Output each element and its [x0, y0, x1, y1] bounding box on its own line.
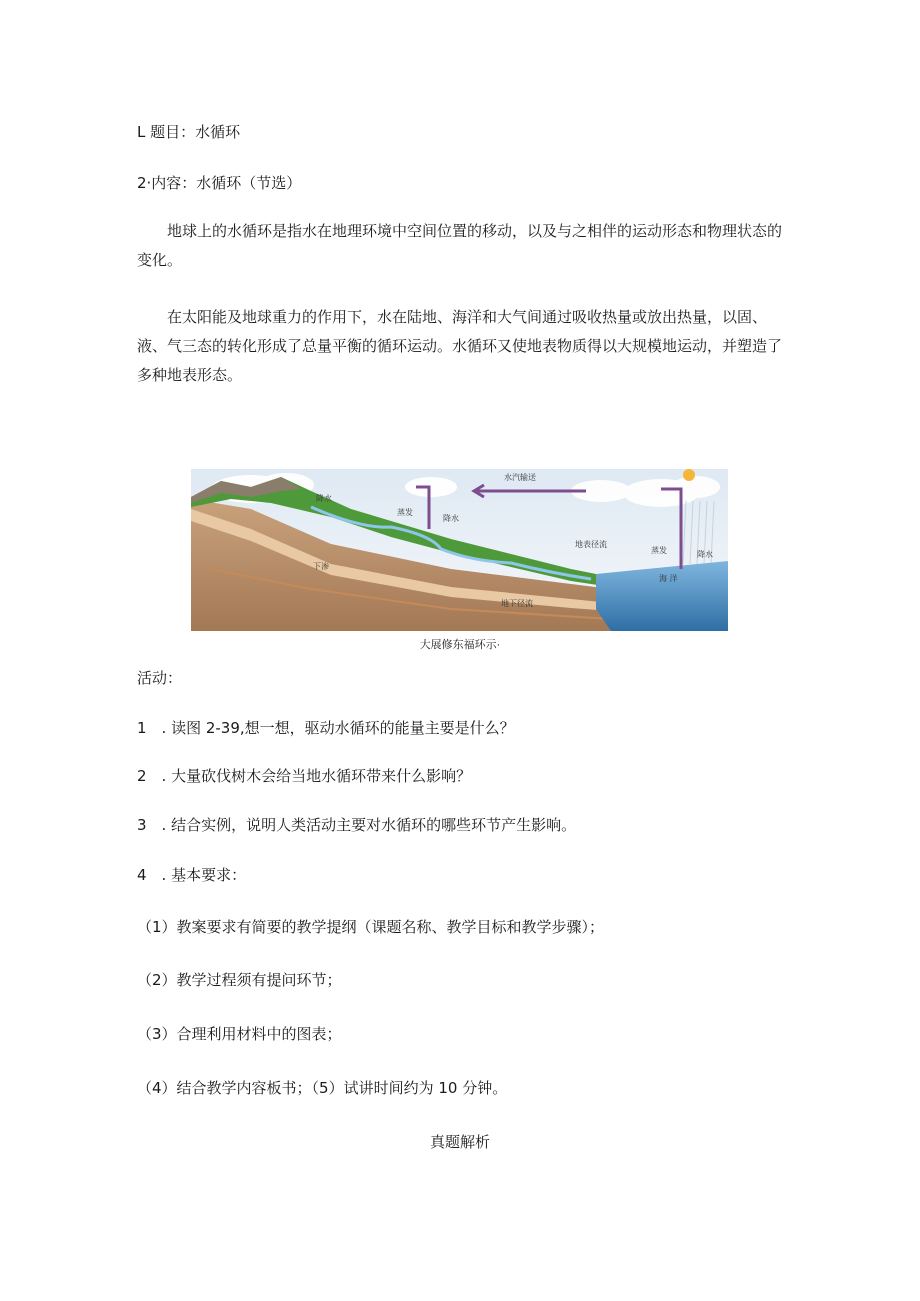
water-cycle-illustration	[191, 469, 728, 631]
question-1: 1 . 读图 2-39,想一想，驱动水循环的能量主要是什么？	[137, 719, 515, 737]
section-title-analysis: 真题解析	[429, 1133, 490, 1151]
requirement-3: （3）合理利用材料中的图表；	[137, 1025, 342, 1043]
requirement-2: （2）教学过程须有提问环节；	[137, 971, 342, 989]
figure-caption: 大展修东福环示·	[419, 639, 501, 651]
title-line: L 题目：水循环	[137, 123, 241, 141]
label-rain-mid: 降水	[443, 514, 459, 523]
label-rain-left: 降水	[316, 494, 332, 503]
question-3: 3 . 结合实例，说明人类活动主要对水循环的哪些环节产生影响。	[137, 816, 577, 834]
label-surface-runoff: 地表径流	[575, 540, 607, 549]
sun-icon	[683, 469, 695, 481]
requirement-1: （1）教案要求有简要的教学提纲（课题名称、教学目标和教学步骤）；	[137, 918, 605, 936]
label-evaporation-right: 蒸发	[651, 546, 667, 555]
requirement-4-5: （4）结合教学内容板书；（5）试讲时间约为 10 分钟。	[137, 1079, 508, 1097]
question-4: 4 . 基本要求：	[137, 866, 247, 884]
label-ocean: 海 洋	[659, 574, 678, 583]
paragraph-definition: 地球上的水循环是指水在地理环境中空间位置的移动，以及与之相伴的运动形态和物理状态的变化。	[137, 222, 783, 269]
activity-label: 活动：	[137, 669, 183, 687]
water-cycle-diagram	[191, 469, 728, 631]
paragraph-process: 在太阳能及地球重力的作用下，水在陆地、海洋和大气间通过吸收热量或放出热量，以固、液、气三态的转化形成了总量平衡的循环运动。水循环又使地表物质得以大规模地运动，并塑造了多种地表形态。	[137, 308, 783, 384]
label-groundwater: 地下径流	[501, 599, 533, 608]
label-evaporation-left: 蒸发	[397, 508, 413, 517]
label-vapor-transport: 水汽输送	[504, 473, 536, 482]
label-rain-right: 降水	[697, 550, 713, 559]
label-infiltration: 下渗	[313, 562, 329, 571]
question-2: 2 . 大量砍伐树木会给当地水循环带来什么影响？	[137, 767, 472, 785]
content-line: 2·内容：水循环（节选）	[137, 174, 302, 192]
